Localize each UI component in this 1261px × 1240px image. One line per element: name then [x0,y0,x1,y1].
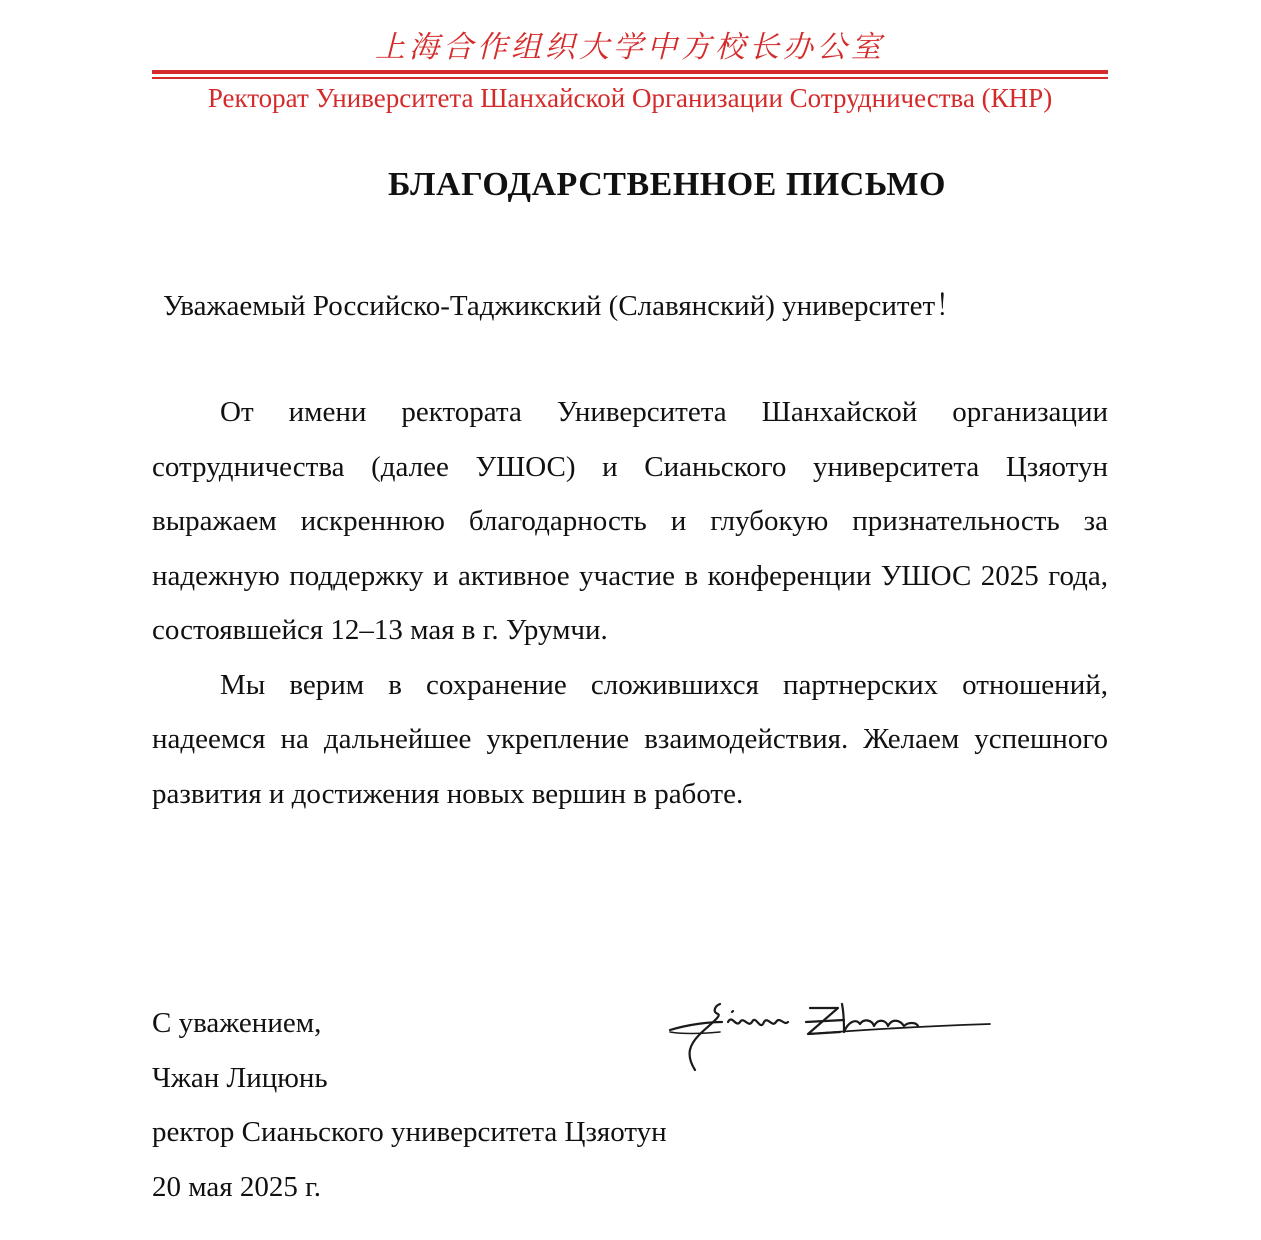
closing-block [152,996,667,1214]
letterhead-chinese-title: 上海合作组织大学中方校长办公室 [375,30,885,65]
body-paragraph-2: Мы верим в сохранение сложившихся партнерских отношений, надеемся на дальнейшее укрепление взаимодействия. Желаем успешного развития и достижения новых вершин в работе. [152,668,1108,810]
letterhead-rule-thick [152,70,1108,74]
signatory-name: Чжан Лицюнь [152,1061,328,1094]
body-paragraph-1: От имени ректората Университета Шанхайской организации сотрудничества (далее УШОС) и Сианьского университета Цзяотун выражаем искреннюю благодарность и глубокую признательность за надежную поддержку и активное участие в конференции УШОС 2025 года, состоявшейся 12–13 мая в г. Урумчи. [152,396,1108,646]
letterhead-rule-thin [152,77,1108,79]
closing-regards: С уважением, [152,1007,322,1039]
document-title: БЛАГОДАРСТВЕННОЕ ПИСЬМО [388,166,946,203]
letterhead [152,28,1108,113]
letterhead-russian-title: Ректорат Университета Шанхайской Организации Сотрудничества (КНР) [207,82,1053,113]
letter-date: 20 мая 2025 г. [152,1170,321,1203]
letter-body [152,385,1108,821]
salutation: Уважаемый Российско-Таджикский (Славянский) университет！ [163,290,965,322]
signatory-position: ректор Сианьского университета Цзяотун [152,1116,667,1148]
handwritten-signature-icon [660,992,1000,1082]
